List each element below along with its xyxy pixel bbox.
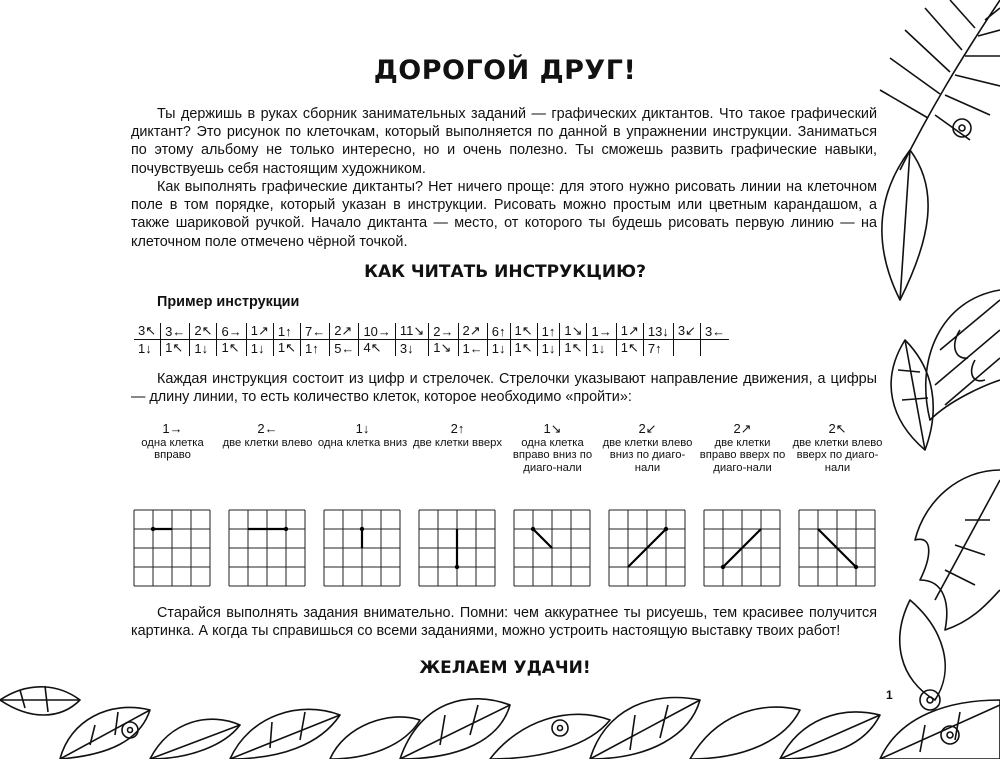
- instruction-cell: 7↑: [643, 340, 673, 357]
- instruction-cell: 4↖: [359, 340, 395, 357]
- legend-item: [315, 423, 410, 449]
- legend-item: [505, 423, 600, 474]
- instruction-cell: 1↑: [537, 323, 560, 340]
- example-grid: [133, 509, 211, 587]
- instruction-cell: 2↖: [190, 323, 217, 340]
- instruction-cell: 1↖: [616, 340, 643, 357]
- instruction-cell: 3↙: [673, 323, 700, 340]
- example-grid: [228, 509, 306, 587]
- monstera-leaf-right-icon: [891, 290, 1000, 450]
- instruction-cell: 11↘: [395, 323, 428, 340]
- legend-text: одна клетка вправо: [141, 436, 204, 461]
- legend-code: 2↙: [638, 421, 657, 436]
- instruction-cell: 6→: [217, 323, 246, 340]
- instruction-cell: 2↗: [458, 323, 487, 340]
- legend-text: две клетки влево вниз по диаго-нали: [602, 436, 693, 474]
- instruction-cell: 1↖: [510, 340, 537, 357]
- legend-code: 2↑: [450, 421, 465, 436]
- instruction-cell: 1↖: [273, 340, 300, 357]
- instruction-cell: 2→: [429, 323, 458, 340]
- page-number: 1: [886, 688, 893, 702]
- instruction-cell: 1↖: [161, 340, 190, 357]
- instruction-cell: 1↓: [587, 340, 616, 357]
- instruction-row: [134, 340, 729, 357]
- legend-code: 2↖: [828, 421, 847, 436]
- instruction-cell: [700, 340, 729, 357]
- example-grid: [323, 509, 401, 587]
- start-dot: [455, 565, 459, 569]
- instruction-cell: 10→: [359, 323, 395, 340]
- start-dot: [360, 527, 364, 531]
- instruction-cell: 5←: [330, 340, 359, 357]
- explanation-paragraph: Каждая инструкция состоит из цифр и стрелочек. Стрелочки указывают направление движения, а цифры — длину линии, то есть количество клеток, которое необходимо «пройти»:: [131, 371, 877, 406]
- instruction-cell: 2↗: [330, 323, 359, 340]
- instruction-cell: 1↖: [510, 323, 537, 340]
- example-label: Пример инструкции: [157, 294, 300, 310]
- legend-text: одна клетка вправо вниз по диаго-нали: [512, 436, 593, 474]
- legend-text: две клетки влево вверх по диаго-нали: [792, 436, 883, 474]
- legend-text: одна клетка вниз: [317, 436, 408, 449]
- legend-item: [790, 423, 885, 474]
- start-dot: [854, 565, 858, 569]
- instruction-cell: 13↓: [643, 323, 673, 340]
- example-grid: [513, 509, 591, 587]
- legend-item: [410, 423, 505, 449]
- bottom-foliage-icon: [0, 686, 1000, 759]
- legend-code: 2←: [257, 421, 278, 436]
- instruction-cell: 1↘: [560, 323, 587, 340]
- start-dot: [151, 527, 155, 531]
- wish-heading: ЖЕЛАЕМ УДАЧИ!: [419, 658, 591, 678]
- legend-text: две клетки влево: [222, 436, 313, 449]
- section-subtitle: КАК ЧИТАТЬ ИНСТРУКЦИЮ?: [364, 262, 646, 282]
- legend-code: 2↗: [733, 421, 752, 436]
- instruction-cell: 6↑: [487, 323, 510, 340]
- instruction-cell: 1←: [458, 340, 487, 357]
- instruction-cell: 1↗: [246, 323, 273, 340]
- instruction-cell: 1↑: [273, 323, 300, 340]
- legend-text: две клетки вверх: [413, 436, 502, 449]
- instruction-cell: 1↓: [138, 340, 152, 356]
- instruction-cell: 3↓: [395, 340, 428, 357]
- instruction-cell: 1↓: [487, 340, 510, 357]
- legend-item: [220, 423, 315, 449]
- instruction-cell: 1↘: [429, 340, 458, 357]
- closing-paragraph: Старайся выполнять задания внимательно. Помни: чем аккуратнее ты рисуешь, тем красивее получится картинка. А когда ты справишься со всеми заданиями, можно устроить настоящую выставку твоих работ!: [131, 605, 877, 640]
- instruction-cell: 1→: [587, 323, 616, 340]
- start-dot: [531, 527, 535, 531]
- instruction-cell: 3←: [161, 323, 190, 340]
- example-grid: [703, 509, 781, 587]
- legend-text: две клетки вправо вверх по диаго-нали: [699, 436, 786, 474]
- legend-code: 1→: [162, 421, 183, 436]
- start-dot: [721, 565, 725, 569]
- legend-code: 1↓: [355, 421, 370, 436]
- instruction-cell: 1↖: [560, 340, 587, 357]
- instruction-cell: 1↗: [616, 323, 643, 340]
- instruction-cell: 1↖: [217, 340, 246, 357]
- instruction-row: [134, 323, 729, 340]
- example-grid: [798, 509, 876, 587]
- instruction-table: [134, 323, 729, 356]
- direction-stroke: [533, 529, 552, 548]
- legend-code: 1↘: [543, 421, 562, 436]
- start-dot: [284, 527, 288, 531]
- instruction-cell: 1↓: [537, 340, 560, 357]
- instruction-cell: 1↓: [246, 340, 273, 357]
- legend-item: [600, 423, 695, 474]
- page-title: ДОРОГОЙ ДРУГ!: [373, 55, 637, 86]
- intro-paragraph-2: Как выполнять графические диктанты? Нет ничего проще: для этого нужно рисовать линии на клеточном поле в том порядке, который указан в инструкции. Рисовать можно простым или цветным карандашом, а также шариковой ручкой. Начало диктанта — место, от которого ты будешь рисовать первую линию — на клеточном поле отмечено чёрной точкой.: [131, 179, 877, 250]
- legend-item: [125, 423, 220, 462]
- instruction-cell: 3←: [700, 323, 729, 340]
- example-grid: [418, 509, 496, 587]
- instruction-cell: 7←: [300, 323, 329, 340]
- instruction-cell: [673, 340, 700, 357]
- example-grid: [608, 509, 686, 587]
- intro-paragraph-1: Ты держишь в руках сборник занимательных заданий — графических диктантов. Что такое графический диктант? Это рисунок по клеточкам, который выполняется по данной в упражнении инструкции. Заниматься по этому альбому не только интересно, но и очень полезно. Ты сможешь развить графические навыки, почувствуешь себя настоящим художником.: [131, 106, 877, 177]
- instruction-cell: 1↑: [300, 340, 329, 357]
- instruction-cell: 1↓: [190, 340, 217, 357]
- legend-item: [695, 423, 790, 474]
- instruction-cell: 3↖: [134, 323, 161, 340]
- start-dot: [664, 527, 668, 531]
- palm-frond-top-right-icon: [880, 0, 1000, 300]
